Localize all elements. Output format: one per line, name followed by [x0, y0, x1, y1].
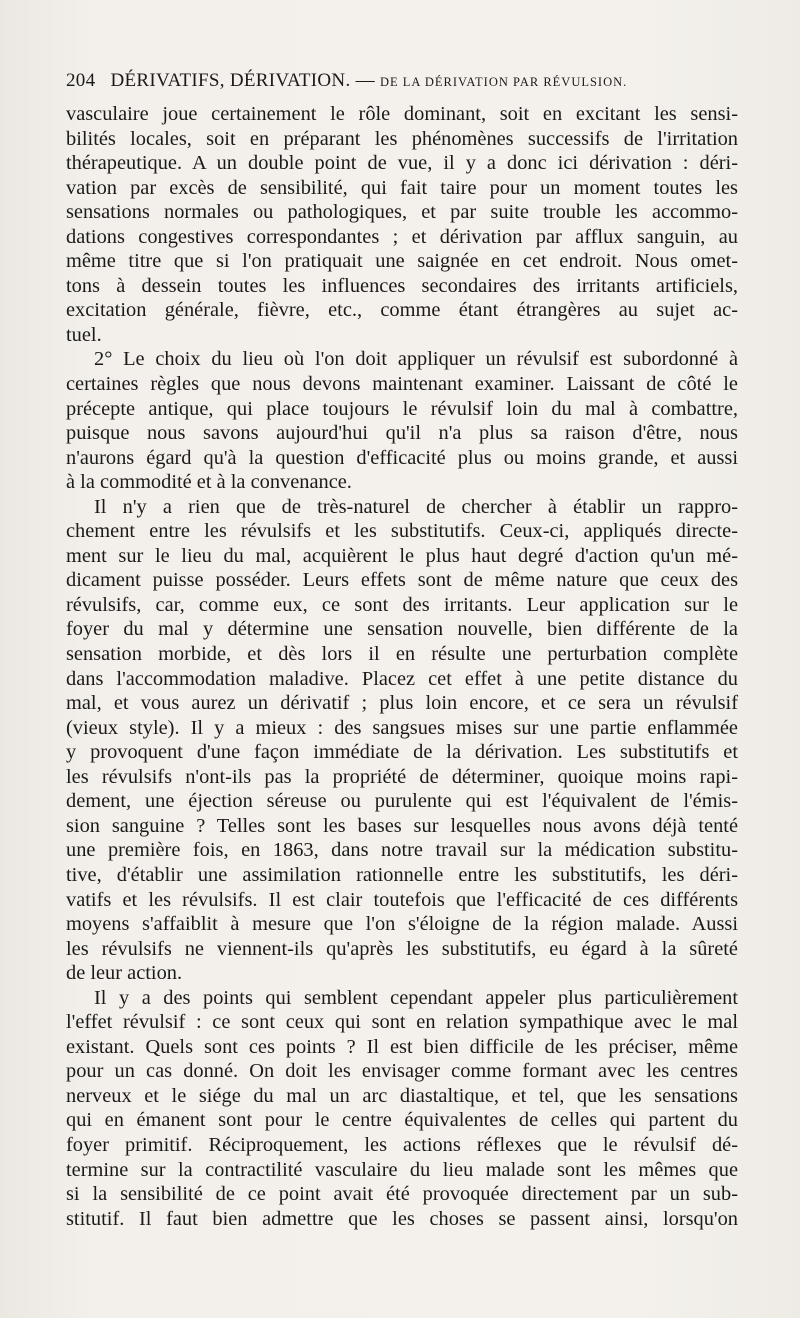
- text-line: vatifs et les révulsifs. Il est clair toutefois que l'efficacité de ces différents: [66, 888, 738, 911]
- text-line: y provoquent d'une façon immédiate de la dérivation. Les substitutifs et: [66, 741, 738, 764]
- text-line: qui en émanent sont pour le centre équivalentes de celles qui partent du: [66, 1109, 738, 1132]
- text-line: les révulsifs n'ont-ils pas la propriété de déterminer, quoique moins rapi-: [66, 765, 738, 788]
- text-line: si la sensibilité de ce point avait été provoquée directement par un sub-: [66, 1183, 738, 1206]
- text-line: excitation générale, fièvre, etc., comme étant étrangères au sujet ac-: [66, 299, 738, 322]
- header-dash: —: [355, 70, 375, 91]
- text-line: même titre que si l'on pratiquait une saignée en cet endroit. Nous omet-: [66, 250, 738, 273]
- text-line: Il n'y a rien que de très-naturel de chercher à établir un rappro-: [94, 495, 738, 518]
- text-line: foyer du mal y détermine une sensation nouvelle, bien différente de la: [66, 618, 738, 641]
- text-line: l'effet révulsif : ce sont ceux qui sont en relation sympathique avec le mal: [66, 1011, 738, 1034]
- text-line: tuel.: [66, 323, 102, 346]
- text-line: (vieux style). Il y a mieux : des sangsues mises sur une partie enflammée: [66, 716, 738, 739]
- body-text: [66, 102, 738, 1231]
- text-line: précepte antique, qui place toujours le révulsif loin du mal à combattre,: [66, 397, 738, 420]
- text-line: chement entre les révulsifs et les substitutifs. Ceux-ci, appliqués directe-: [66, 520, 738, 543]
- text-line: foyer primitif. Réciproquement, les actions réflexes que le révulsif dé-: [66, 1133, 738, 1156]
- text-line: 2° Le choix du lieu où l'on doit appliquer un révulsif est subordonné à: [94, 348, 738, 371]
- text-line: dicament puisse posséder. Leurs effets sont de même nature que ceux des: [66, 569, 738, 592]
- text-line: dement, une éjection séreuse ou purulente qui est l'équivalent de l'émis-: [66, 790, 738, 813]
- text-line: mal, et vous aurez un dérivatif ; plus loin encore, et ce sera un révulsif: [66, 692, 738, 715]
- text-line: révulsifs, car, comme eux, ce sont des irritants. Leur application sur le: [66, 593, 738, 616]
- text-line: vation par excès de sensibilité, qui fait taire pour un moment toutes les: [66, 176, 738, 199]
- text-line: thérapeutique. A un double point de vue, il y a donc ici dérivation : déri-: [66, 152, 738, 175]
- text-line: à la commodité et à la convenance.: [66, 471, 352, 494]
- text-line: existant. Quels sont ces points ? Il est bien difficile de les préciser, même: [66, 1035, 738, 1058]
- text-line: pour un cas donné. On doit les envisager comme formant avec les centres: [66, 1060, 738, 1083]
- text-line: sion sanguine ? Telles sont les bases sur lesquelles nous avons déjà tenté: [66, 814, 738, 837]
- text-line: sensations normales ou pathologiques, et par suite trouble les accommo-: [66, 201, 738, 224]
- running-head: [66, 70, 736, 92]
- text-line: une première fois, en 1863, dans notre travail sur la médication substitu-: [66, 839, 738, 862]
- text-line: les révulsifs ne viennent-ils qu'après les substitutifs, eu égard à la sûreté: [66, 937, 738, 960]
- section-title: DE LA DÉRIVATION PAR RÉVULSION.: [379, 75, 628, 89]
- text-line: puisque nous savons aujourd'hui qu'il n'a plus sa raison d'être, nous: [66, 422, 738, 445]
- text-line: vasculaire joue certainement le rôle dominant, soit en excitant les sensi-: [66, 103, 738, 125]
- text-line: dans l'accommodation maladive. Placez cet effet à une petite distance du: [66, 667, 738, 690]
- text-line: dations congestives correspondantes ; et dérivation par afflux sanguin, au: [66, 225, 738, 248]
- text-line: de leur action.: [66, 962, 183, 985]
- text-line: nerveux et le siége du mal un arc diastaltique, et tel, que les sensations: [66, 1084, 738, 1107]
- text-line: Il y a des points qui semblent cependant appeler plus particulièrement: [94, 986, 738, 1009]
- text-line: bilités locales, soit en préparant les phénomènes successifs de l'irritation: [66, 127, 738, 150]
- text-line: termine sur la contractilité vasculaire du lieu malade sont les mêmes que: [66, 1158, 738, 1181]
- text-line: ment sur le lieu du mal, acquièrent le plus haut degré d'action qu'un mé-: [66, 544, 738, 567]
- chapter-title: DÉRIVATIFS, DÉRIVATION.: [110, 70, 351, 91]
- text-line: certaines règles que nous devons maintenant examiner. Laissant de côté le: [66, 373, 738, 396]
- text-line: n'aurons égard qu'à la question d'efficacité plus ou moins grande, et aussi: [66, 446, 738, 469]
- text-line: moyens s'affaiblit à mesure que l'on s'éloigne de la région malade. Aussi: [66, 913, 738, 936]
- text-line: sensation morbide, et dès lors il en résulte une perturbation complète: [66, 643, 738, 666]
- page-number: 204: [66, 70, 96, 91]
- text-line: stitutif. Il faut bien admettre que les choses se passent ainsi, lorsqu'on: [66, 1207, 738, 1230]
- text-line: tive, d'établir une assimilation rationnelle entre les substitutifs, les déri-: [66, 863, 738, 886]
- text-line: tons à dessein toutes les influences secondaires des irritants artificiels,: [66, 274, 738, 297]
